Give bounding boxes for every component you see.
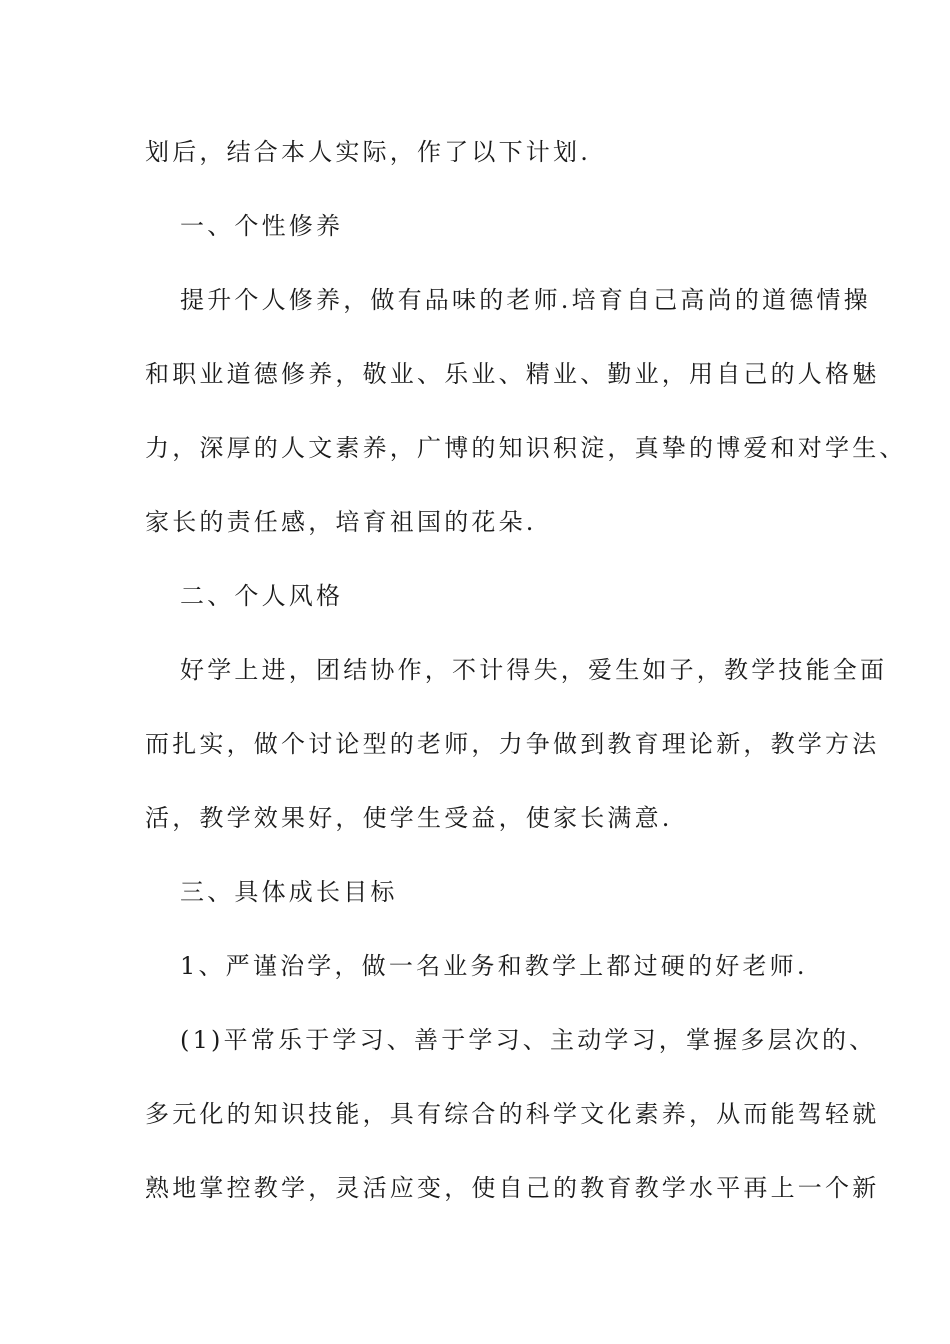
- sub-item-1: (1)平常乐于学习、善于学习、主动学习，掌握多层次的、: [180, 1026, 877, 1054]
- paragraph-line: 力，深厚的人文素养，广博的知识积淀，真挚的博爱和对学生、: [145, 434, 907, 462]
- section-heading-personal-style: 二、个人风格: [180, 582, 344, 610]
- paragraph-line: 和职业道德修养，敬业、乐业、精业、勤业，用自己的人格魅: [145, 360, 880, 388]
- body-line-continuation: 划后，结合本人实际，作了以下计划.: [145, 138, 592, 166]
- paragraph-line: 熟地掌控教学，灵活应变，使自己的教育教学水平再上一个新: [145, 1174, 880, 1202]
- paragraph-line: 好学上进，团结协作，不计得失，爱生如子，教学技能全面: [180, 656, 888, 684]
- list-item-1: 1、严谨治学，做一名业务和教学上都过硬的好老师.: [180, 952, 808, 980]
- section-heading-growth-goals: 三、具体成长目标: [180, 878, 398, 906]
- section-heading-personal-cultivation: 一、个性修养: [180, 212, 344, 240]
- paragraph-line: 活，教学效果好，使学生受益，使家长满意.: [145, 804, 673, 832]
- paragraph-line: 提升个人修养，做有品味的老师.培育自己高尚的道德情操: [180, 286, 871, 314]
- paragraph-line: 多元化的知识技能，具有综合的科学文化素养，从而能驾轻就: [145, 1100, 880, 1128]
- paragraph-line: 而扎实，做个讨论型的老师，力争做到教育理论新，教学方法: [145, 730, 880, 758]
- paragraph-line: 家长的责任感，培育祖国的花朵.: [145, 508, 537, 536]
